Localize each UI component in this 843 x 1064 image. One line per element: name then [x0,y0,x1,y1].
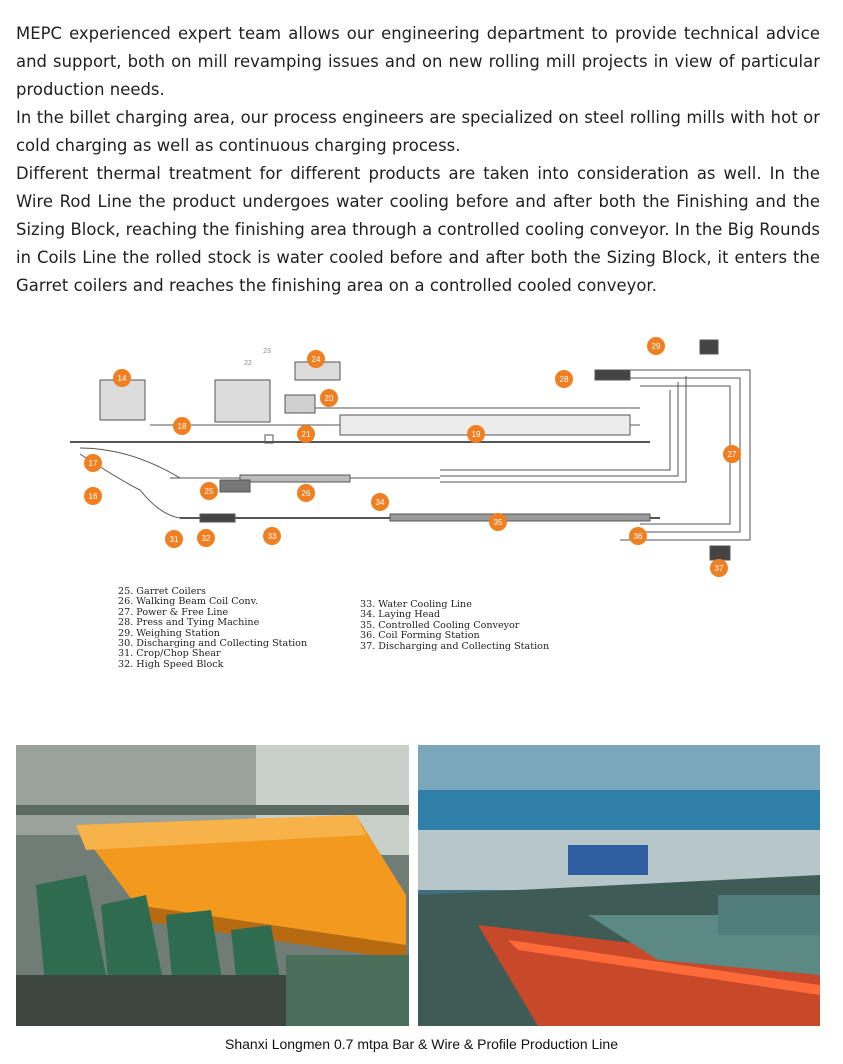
marker-label: 14 [117,374,127,383]
marker-label: 34 [375,498,385,507]
marker-label: 18 [177,422,187,431]
legend-right [360,600,549,652]
diagram-marker [244,360,252,367]
diagram-marker [297,425,315,443]
marker-label: 24 [311,355,321,364]
marker-label: 37 [714,564,724,573]
marker-label: 32 [201,534,211,543]
diagram-marker [84,487,102,505]
marker-label: 23 [263,348,271,355]
cooling-bed-photo [16,745,409,1026]
marker-group [84,337,741,577]
legend-item: 33. Water Cooling Line [360,599,472,610]
marker-label: 20 [324,394,334,403]
mill-hall-photo [418,745,820,1026]
legend-item: 27. Power & Free Line [118,606,229,618]
diagram-marker [371,493,389,511]
marker-label: 36 [633,532,643,541]
marker-label: 26 [301,489,311,498]
rolling-mill-layout-diagram [60,330,760,580]
legend-item: 26. Walking Beam Coil Conv. [118,596,258,608]
diagram-marker [320,389,338,407]
marker-label: 19 [471,430,481,439]
diagram-marker [555,370,573,388]
diagram-marker [165,530,183,548]
legend-item: 25. Garret Coilers [118,586,206,597]
legend-item: 37. Discharging and Collecting Station [360,640,550,652]
legend-item: 34. Laying Head [360,609,441,621]
diagram-marker [710,559,728,577]
diagram-marker [629,527,647,545]
paragraph-1: MEPC experienced expert team allows our engineering department to provide technical advice and support, both on mill revamping issues and on new rolling mill projects in view of particular production needs. [16,24,820,99]
legend-item: 30. Discharging and Collecting Station [118,638,308,650]
legend-item: 31. Crop/Chop Shear [118,648,221,660]
diagram-marker [489,513,507,531]
legend-item: 32. High Speed Block [118,658,224,670]
paragraph-2: In the billet charging area, our process engineers are specialized on steel rolling mills with hot or cold charging as well as continuous charging process. [16,108,820,155]
legend-left [118,587,307,670]
diagram-marker [200,482,218,500]
marker-label: 25 [204,487,214,496]
marker-label: 35 [493,518,503,527]
diagram-marker [307,350,325,368]
marker-label: 31 [169,535,179,544]
diagram-marker [723,445,741,463]
marker-label: 27 [727,450,737,459]
photo-caption: Shanxi Longmen 0.7 mtpa Bar & Wire & Profile Production Line [225,1036,618,1052]
marker-label: 28 [559,375,569,384]
diagram-marker [263,348,271,355]
marker-label: 21 [301,430,311,439]
diagram-marker [197,529,215,547]
marker-label: 33 [267,532,277,541]
marker-label: 17 [88,459,98,468]
diagram-marker [173,417,191,435]
marker-label: 16 [88,492,98,501]
diagram-marker [647,337,665,355]
legend-item: 35. Controlled Cooling Conveyor [360,619,520,631]
legend-item: 36. Coil Forming Station [360,630,480,642]
marker-label: 29 [651,342,661,351]
legend-item: 28. Press and Tying Machine [118,617,260,629]
paragraph-3: Different thermal treatment for different products are taken into consideration as well. In the Wire Rod Line the product undergoes water cooling before and after both the Finishing and the Sizing Block, reaching the finishing area through a controlled cooling conveyor. In the Big Rounds in Coils Line the rolled stock is water cooled before and after both the Sizing Block, it enters the Garret coilers and reaches the finishing area on a controlled cooled conveyor. [16,164,820,295]
diagram-marker [113,369,131,387]
diagram-marker [84,454,102,472]
diagram-marker [263,527,281,545]
diagram-marker [467,425,485,443]
diagram-marker [297,484,315,502]
legend-item: 29. Weighing Station [118,627,220,639]
marker-label: 22 [244,360,252,367]
